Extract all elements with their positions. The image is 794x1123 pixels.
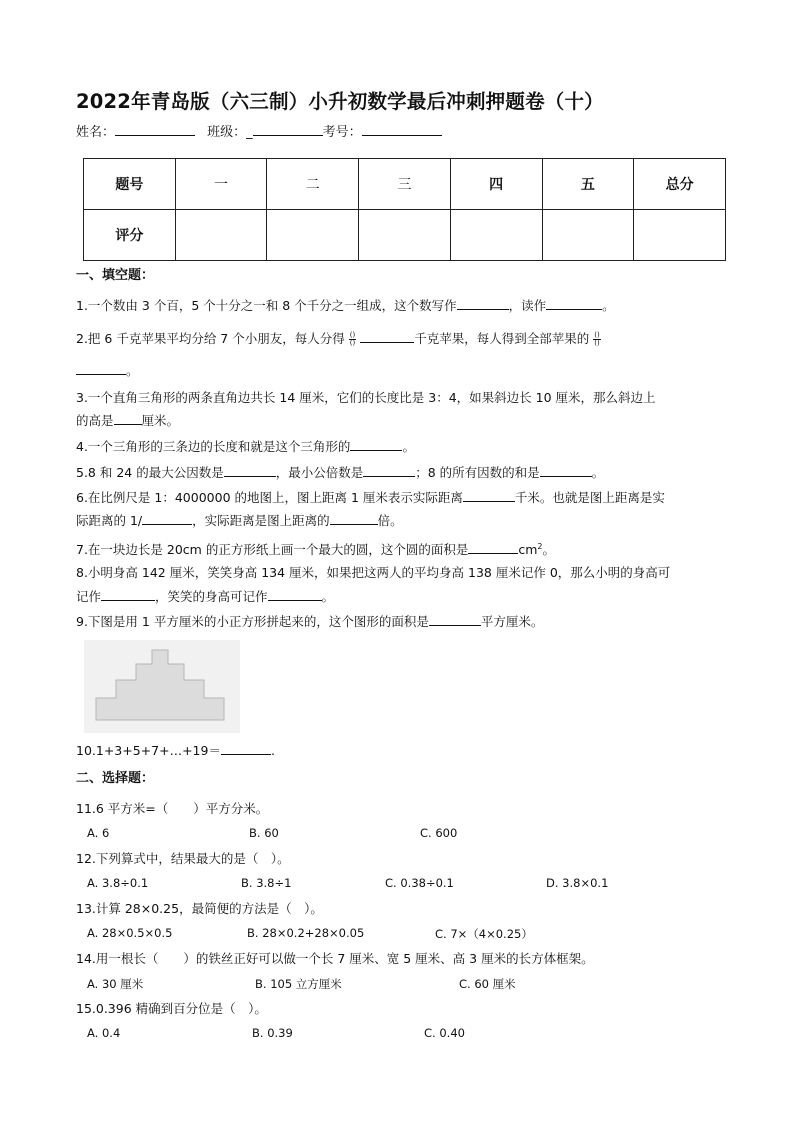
question-8-continued: 记作 ，笑笑的身高可记作 。	[76, 589, 335, 604]
question-4: 4.一个三角形的三条边的长度和就是这个三角形的 。	[76, 439, 415, 454]
score-cell[interactable]	[542, 210, 634, 261]
option-c[interactable]: C. 7×（4×0.25）	[435, 927, 533, 941]
option-b[interactable]: B. 0.39	[252, 1026, 293, 1040]
answer-blank[interactable]	[268, 588, 322, 601]
option-a[interactable]: A. 0.4	[87, 1026, 121, 1040]
name-label: 姓名：	[76, 125, 116, 140]
score-cell[interactable]	[450, 210, 542, 261]
score-cell[interactable]	[634, 210, 726, 261]
score-header-cell: 题号	[84, 159, 176, 210]
option-b[interactable]: B. 60	[249, 826, 279, 840]
answer-blank[interactable]	[142, 512, 192, 525]
option-a[interactable]: A. 3.8÷0.1	[87, 876, 149, 890]
option-c[interactable]: C. 600	[420, 826, 458, 840]
score-cell[interactable]	[359, 210, 451, 261]
answer-blank[interactable]	[540, 464, 592, 477]
option-a[interactable]: A. 6	[87, 826, 110, 840]
class-blank[interactable]	[253, 123, 323, 136]
score-header-cell: 总分	[634, 159, 726, 210]
page-title: 2022年青岛版（六三制）小升初数学最后冲刺押题卷（十）	[76, 90, 604, 113]
option-a[interactable]: A. 30 厘米	[87, 977, 144, 991]
answer-blank[interactable]	[546, 297, 602, 310]
question-13: 13.计算 28×0.25，最简便的方法是（ ）。	[76, 901, 323, 916]
option-b[interactable]: B. 3.8÷1	[241, 876, 292, 890]
question-6: 6.在比例尺是 1：4000000 的地图上，图上距离 1 厘米表示实际距离 千米。也就是图上距离是实	[76, 490, 665, 505]
answer-blank[interactable]	[101, 588, 155, 601]
answer-blank[interactable]	[360, 330, 414, 343]
score-header-cell: 五	[542, 159, 634, 210]
option-b[interactable]: B. 28×0.2+28×0.05	[247, 926, 365, 940]
question-10: 10.1+3+5+7+…+19＝ .	[76, 743, 275, 758]
answer-blank[interactable]	[429, 613, 481, 626]
answer-blank[interactable]	[114, 412, 142, 425]
fraction-blank[interactable]: $\frac{()}{()}$	[594, 331, 600, 347]
question-7: 7.在一块边长是 20cm 的正方形纸上画一个最大的圆，这个圆的面积是 $cm^2$。	[76, 542, 556, 558]
score-cell[interactable]	[175, 210, 267, 261]
option-c[interactable]: C. 60 厘米	[459, 977, 516, 991]
option-a[interactable]: A. 28×0.5×0.5	[87, 926, 173, 940]
score-header-cell: 三	[359, 159, 451, 210]
answer-blank[interactable]	[363, 464, 415, 477]
score-header-cell: 四	[450, 159, 542, 210]
score-table	[83, 158, 726, 261]
question-5: 5.8 和 24 的最大公因数是 ，最小公倍数是 ；8 的所有因数的和是 。	[76, 465, 605, 480]
score-header-cell: 一	[175, 159, 267, 210]
question-8: 8.小明身高 142 厘米，笑笑身高 134 厘米，如果把这两人的平均身高 138 厘米记作 0，那么小明的身高可	[76, 565, 671, 580]
answer-blank[interactable]	[330, 512, 378, 525]
question-12: 12.下列算式中，结果最大的是（ ）。	[76, 851, 290, 866]
question-11: 11.6 平方米=（ ）平方分米。	[76, 801, 269, 816]
answer-blank[interactable]	[221, 742, 271, 755]
answer-blank[interactable]	[224, 464, 276, 477]
question-2: 2.把 6 千克苹果平均分给 7 个小朋友，每人分得 $\frac{()}{()}$ 千克苹果，每人得到全部苹果的 $\frac{()}{()}$	[76, 331, 600, 347]
answer-blank[interactable]	[350, 438, 402, 451]
option-c[interactable]: C. 0.38÷0.1	[385, 876, 454, 890]
question-1: 1.一个数由 3 个百，5 个十分之一和 8 个千分之一组成，这个数写作 ，读作 。	[76, 298, 615, 313]
question-6-continued: 际距离的 1/ ，实际距离是图上距离的 倍。	[76, 513, 403, 528]
id-label: 考号：	[322, 125, 362, 140]
name-blank[interactable]	[115, 123, 195, 136]
score-row-label: 评分	[84, 210, 176, 261]
score-table-score-row	[84, 210, 726, 261]
id-blank[interactable]	[362, 123, 442, 136]
class-label: 班级：	[207, 125, 247, 140]
question-3-continued: 的高是 厘米。	[76, 413, 180, 428]
option-d[interactable]: D. 3.8×0.1	[546, 876, 609, 890]
score-header-cell: 二	[267, 159, 359, 210]
question-3: 3.一个直角三角形的两条直角边共长 14 厘米，它们的长度比是 3：4，如果斜边长 10 厘米，那么斜边上	[76, 390, 656, 405]
score-cell[interactable]	[267, 210, 359, 261]
question-15: 15.0.396 精确到百分位是（ ）。	[76, 1001, 267, 1016]
section-heading-multiple-choice: 二、选择题：	[76, 771, 155, 786]
class-mark: _	[246, 125, 253, 140]
answer-blank[interactable]	[468, 541, 518, 554]
student-info-line	[76, 121, 442, 140]
staircase-figure	[84, 640, 240, 733]
fraction-blank[interactable]: $\frac{()}{()}$	[349, 331, 356, 347]
answer-blank[interactable]	[463, 489, 515, 502]
answer-blank[interactable]	[457, 297, 509, 310]
question-2-continued: 。	[76, 362, 139, 380]
section-heading-fill-in: 一、填空题：	[76, 268, 155, 283]
question-9: 9.下图是用 1 平方厘米的小正方形拼起来的，这个图形的面积是 平方厘米。	[76, 614, 544, 629]
question-14: 14.用一根长（ ）的铁丝正好可以做一个长 7 厘米、宽 5 厘米、高 3 厘米的长方体框架。	[76, 951, 594, 966]
answer-blank[interactable]	[76, 362, 126, 375]
option-b[interactable]: B. 105 立方厘米	[255, 977, 342, 991]
option-c[interactable]: C. 0.40	[424, 1026, 465, 1040]
staircase-shape	[84, 640, 240, 733]
score-table-header-row	[84, 159, 726, 210]
